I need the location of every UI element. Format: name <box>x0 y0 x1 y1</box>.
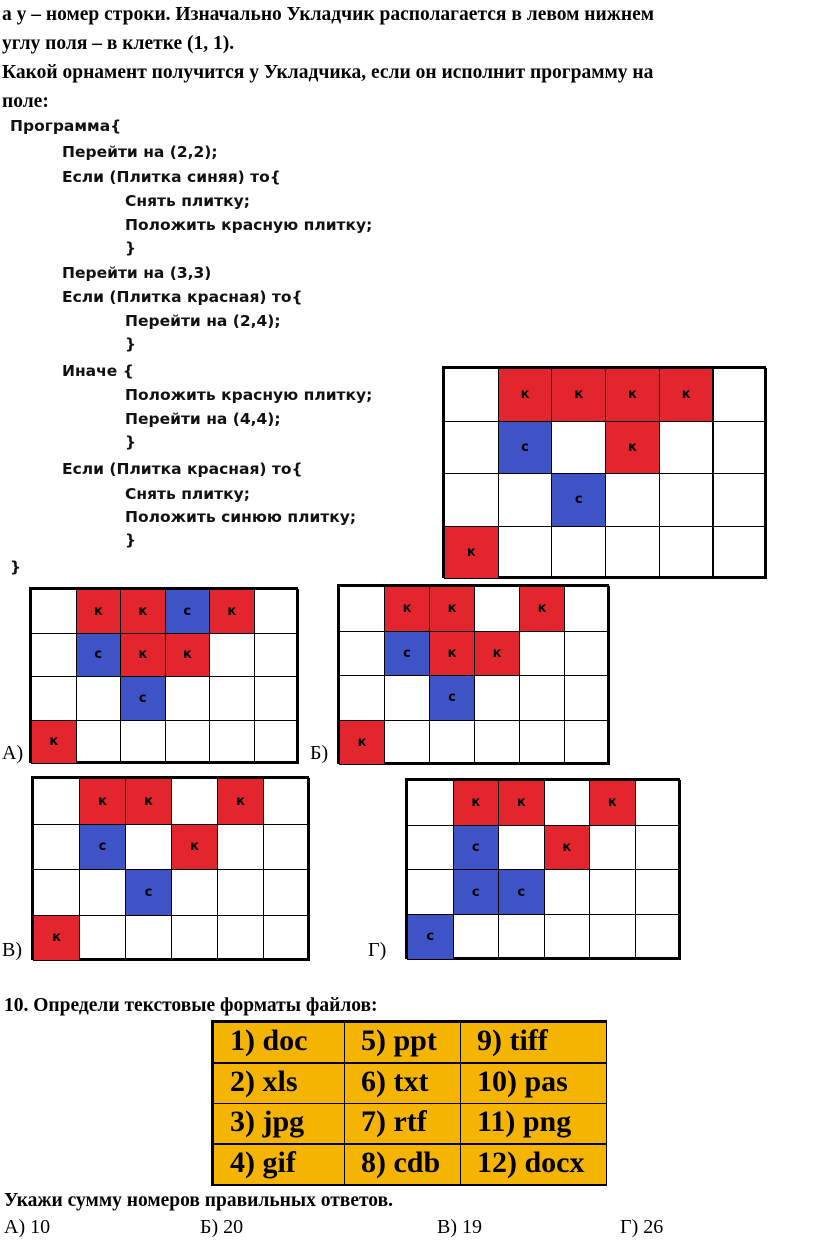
red-tile: к <box>217 778 264 825</box>
empty-cell <box>564 675 610 721</box>
intro-line-3: Какой орнамент получится у Укладчика, если он исполнит программу на <box>2 62 654 83</box>
empty-cell <box>76 720 122 765</box>
empty-cell <box>519 720 565 766</box>
empty-cell <box>384 720 430 766</box>
empty-cell <box>589 869 636 915</box>
empty-cell <box>79 915 126 962</box>
blue-tile: с <box>429 675 475 721</box>
intro-line-4: поле: <box>2 91 49 112</box>
empty-cell <box>263 778 310 825</box>
label-option-a: А) <box>2 742 24 764</box>
empty-cell <box>453 914 500 960</box>
empty-cell <box>498 825 545 871</box>
empty-cell <box>384 675 430 721</box>
red-tile: к <box>339 720 385 766</box>
empty-cell <box>254 589 300 634</box>
empty-cell <box>564 631 610 677</box>
program-line: Снять плитку; <box>125 485 250 503</box>
empty-cell <box>444 368 499 422</box>
program-line: Перейти на (3,3) <box>62 264 212 282</box>
red-tile: к <box>79 778 126 825</box>
red-tile: к <box>384 586 430 632</box>
intro-line-2: углу поля – в клетке (1, 1). <box>2 33 235 54</box>
blue-tile: с <box>384 631 430 677</box>
blue-tile: с <box>76 633 122 678</box>
empty-cell <box>589 914 636 960</box>
red-tile: к <box>519 586 565 632</box>
red-tile: к <box>76 589 122 634</box>
empty-cell <box>551 526 606 580</box>
empty-cell <box>713 368 768 422</box>
program-line: Перейти на (4,4); <box>125 410 281 428</box>
empty-cell <box>217 869 264 916</box>
empty-cell <box>79 869 126 916</box>
empty-cell <box>498 526 553 580</box>
empty-cell <box>589 825 636 871</box>
label-option-g: Г) <box>368 939 387 961</box>
empty-cell <box>31 633 77 678</box>
empty-cell <box>33 778 80 825</box>
empty-cell <box>498 914 545 960</box>
empty-cell <box>120 720 166 765</box>
empty-cell <box>713 421 768 475</box>
red-tile: к <box>444 526 499 580</box>
program-line: Если (Плитка синяя) то{ <box>62 168 281 186</box>
empty-cell <box>713 526 768 580</box>
grid-option-a <box>29 587 298 763</box>
empty-cell <box>564 720 610 766</box>
empty-cell <box>635 825 682 871</box>
empty-cell <box>209 720 255 765</box>
empty-cell <box>564 586 610 632</box>
intro-line-1: а у – номер строки. Изначально Укладчик располагается в левом нижнем <box>2 4 655 25</box>
program-line: Иначе { <box>62 362 134 380</box>
empty-cell <box>635 869 682 915</box>
empty-cell <box>474 675 520 721</box>
empty-cell <box>519 631 565 677</box>
empty-cell <box>165 676 211 721</box>
program-line: } <box>10 558 22 576</box>
red-tile: к <box>589 780 636 826</box>
empty-cell <box>444 473 499 527</box>
empty-cell <box>31 589 77 634</box>
red-tile: к <box>453 780 500 826</box>
program-line: Положить красную плитку; <box>125 386 373 404</box>
red-tile: к <box>120 633 166 678</box>
empty-cell <box>33 869 80 916</box>
program-line: } <box>125 433 137 451</box>
empty-cell <box>254 676 300 721</box>
format-cell: 11) png <box>460 1103 607 1144</box>
label-option-b: Б) <box>310 742 329 764</box>
red-tile: к <box>544 825 591 871</box>
empty-cell <box>339 631 385 677</box>
format-cell: 1) doc <box>213 1022 345 1063</box>
format-cell: 7) rtf <box>344 1103 461 1144</box>
format-cell: 6) txt <box>344 1063 461 1104</box>
program-line: Положить красную плитку; <box>125 216 373 234</box>
empty-cell <box>263 915 310 962</box>
empty-cell <box>217 915 264 962</box>
red-tile: к <box>209 589 255 634</box>
grid-option-v <box>31 776 309 960</box>
empty-cell <box>171 778 218 825</box>
red-tile: к <box>551 368 606 422</box>
answer-v: В) 19 <box>437 1216 482 1238</box>
empty-cell <box>551 421 606 475</box>
empty-cell <box>125 915 172 962</box>
blue-tile: с <box>407 914 454 960</box>
blue-tile: с <box>498 869 545 915</box>
blue-tile: с <box>498 421 553 475</box>
empty-cell <box>474 586 520 632</box>
program-line: Если (Плитка красная) то{ <box>62 288 303 306</box>
red-tile: к <box>33 915 80 962</box>
empty-cell <box>713 473 768 527</box>
empty-cell <box>605 526 660 580</box>
empty-cell <box>498 473 553 527</box>
format-cell: 8) cdb <box>344 1144 461 1185</box>
format-cell: 4) gif <box>213 1144 345 1185</box>
empty-cell <box>659 421 714 475</box>
empty-cell <box>407 869 454 915</box>
empty-cell <box>519 675 565 721</box>
empty-cell <box>125 824 172 871</box>
empty-cell <box>635 780 682 826</box>
blue-tile: с <box>125 869 172 916</box>
format-cell: 2) xls <box>213 1063 345 1104</box>
red-tile: к <box>659 368 714 422</box>
format-cell: 12) docx <box>460 1144 607 1185</box>
program-line: Перейти на (2,2); <box>62 143 218 161</box>
red-tile: к <box>120 589 166 634</box>
grid-option-b <box>337 584 609 764</box>
program-line: Если (Плитка красная) то{ <box>62 460 303 478</box>
blue-tile: с <box>551 473 606 527</box>
answer-b: Б) 20 <box>200 1216 244 1238</box>
empty-cell <box>659 473 714 527</box>
program-line: } <box>125 335 137 353</box>
red-tile: к <box>498 368 553 422</box>
empty-cell <box>407 825 454 871</box>
empty-cell <box>605 473 660 527</box>
format-cell: 10) pas <box>460 1063 607 1104</box>
format-cell: 5) ppt <box>344 1022 461 1063</box>
blue-tile: с <box>453 869 500 915</box>
grid-option-g <box>405 778 680 959</box>
file-formats-table <box>211 1020 607 1186</box>
program-line: } <box>125 531 137 549</box>
empty-cell <box>31 676 77 721</box>
red-tile: к <box>171 824 218 871</box>
empty-cell <box>407 780 454 826</box>
answer-a: А) 10 <box>4 1216 51 1238</box>
red-tile: к <box>429 586 475 632</box>
empty-cell <box>33 824 80 871</box>
empty-cell <box>217 824 264 871</box>
empty-cell <box>209 633 255 678</box>
empty-cell <box>339 675 385 721</box>
empty-cell <box>474 720 520 766</box>
program-line: } <box>125 239 137 257</box>
empty-cell <box>544 869 591 915</box>
empty-cell <box>254 720 300 765</box>
empty-cell <box>171 869 218 916</box>
section-10-title: 10. Определи текстовые форматы файлов: <box>4 995 378 1016</box>
program-line: Программа{ <box>10 117 122 135</box>
empty-cell <box>254 633 300 678</box>
empty-cell <box>171 915 218 962</box>
grid-initial <box>442 366 766 578</box>
format-cell: 3) jpg <box>213 1103 345 1144</box>
empty-cell <box>635 914 682 960</box>
empty-cell <box>339 586 385 632</box>
empty-cell <box>444 421 499 475</box>
red-tile: к <box>429 631 475 677</box>
blue-tile: с <box>165 589 211 634</box>
empty-cell <box>263 824 310 871</box>
empty-cell <box>544 780 591 826</box>
program-line: Положить синюю плитку; <box>125 508 357 526</box>
red-tile: к <box>125 778 172 825</box>
red-tile: к <box>474 631 520 677</box>
empty-cell <box>209 676 255 721</box>
blue-tile: с <box>453 825 500 871</box>
empty-cell <box>165 720 211 765</box>
blue-tile: с <box>120 676 166 721</box>
blue-tile: с <box>79 824 126 871</box>
answer-g: Г) 26 <box>620 1216 664 1238</box>
red-tile: к <box>165 633 211 678</box>
format-cell: 9) tiff <box>460 1022 607 1063</box>
red-tile: к <box>605 421 660 475</box>
sum-question: Укажи сумму номеров правильных ответов. <box>4 1190 393 1211</box>
intro-text <box>2 0 814 116</box>
label-option-v: В) <box>2 939 22 961</box>
red-tile: к <box>498 780 545 826</box>
empty-cell <box>544 914 591 960</box>
empty-cell <box>76 676 122 721</box>
program-line: Перейти на (2,4); <box>125 312 281 330</box>
empty-cell <box>659 526 714 580</box>
empty-cell <box>263 869 310 916</box>
empty-cell <box>429 720 475 766</box>
red-tile: к <box>605 368 660 422</box>
program-line: Снять плитку; <box>125 192 250 210</box>
red-tile: к <box>31 720 77 765</box>
